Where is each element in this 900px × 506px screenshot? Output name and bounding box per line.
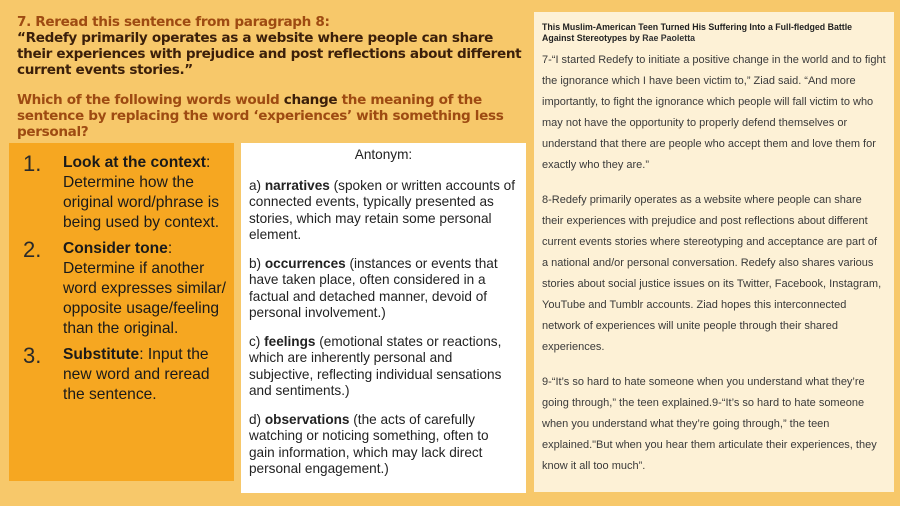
step-number: 3. (23, 343, 42, 368)
step-title: Substitute (63, 346, 140, 363)
step-body: Determine if another word expresses similar/ opposite usage/feeling than the original. (63, 260, 226, 337)
option-desc: (spoken or written accounts of connected events, typically presented as stories, which may retain some personal element. (249, 177, 515, 242)
step-number: 1. (23, 151, 42, 176)
answer-option-d[interactable] (249, 412, 518, 478)
option-letter: d) (249, 411, 265, 427)
step-body: Determine how the original word/phrase is being used by context. (63, 174, 220, 231)
strategy-step (23, 345, 230, 405)
option-word: narratives (264, 177, 330, 193)
prompt-part-2: the meaning of the sentence by replacing the word ‘experiences’ with something less personal? (17, 92, 504, 140)
answer-option-a[interactable] (249, 178, 518, 244)
article-paragraph-7: 7-“I started Redefy to initiate a positive change in the world and to fight the ignorance which I have been victim to,” Ziad said. “And more importantly, to fight the ignorance which people will fall victim to who may not have the opportunity to properly defend themselves or understand that there are people who accept them and love them for exactly who they are.” (542, 54, 886, 171)
option-word: feelings (264, 333, 316, 349)
step-text (63, 153, 230, 233)
question-number: 7. Reread this sentence from paragraph 8: (17, 14, 330, 30)
strategy-box (9, 143, 234, 481)
article-title (542, 22, 886, 44)
question-prompt (17, 92, 522, 140)
prompt-part-1: Which of the following words would (17, 92, 284, 108)
question-sentence: “Redefy primarily operates as a website where people can share their experiences with prejudice and post reflections about different current events stories.” (17, 30, 522, 78)
option-word: occurrences (264, 255, 346, 271)
step-number: 2. (23, 237, 42, 262)
step-sep: : (167, 240, 173, 257)
antonym-box (241, 143, 526, 493)
step-title: Look at the context (63, 154, 206, 171)
article-title-text: This Muslim-American Teen Turned His Suffering Into a Full-fledged Battle Against Stereotypes by (542, 22, 853, 43)
article-paragraph-8: 8-Redefy primarily operates as a website where people can share their experiences with prejudice and post reflections about different current events stories where stereotyping and acceptance are part of a national and/or personal conversation. Redefy also shares various stories about social justice issues on its Twitter, Facebook, Instagram, YouTube and Tumblr accounts. Ziad hopes this interconnected network of experiences will unite people through their shared experiences. (542, 194, 882, 353)
option-letter: b) (249, 255, 265, 271)
answer-option-c[interactable] (249, 334, 518, 400)
question-block (17, 14, 522, 140)
step-text (63, 239, 230, 339)
antonym-title: Antonym: (354, 147, 413, 162)
step-sep: : (205, 154, 211, 171)
strategy-step (23, 239, 230, 339)
option-desc: (instances or events that have taken place, often considered in a factual and detached manner, devoid of personal involvement.) (249, 255, 498, 320)
prompt-highlight: change (283, 92, 338, 108)
option-word: observations (264, 411, 350, 427)
step-text (63, 345, 230, 405)
answer-option-b[interactable] (249, 256, 518, 322)
option-desc: (the acts of carefully watching or noticing something, often to gain information, which may lack direct personal engagement.) (249, 411, 489, 476)
step-body: : Input the new word and reread the sentence. (63, 346, 210, 403)
article-panel (534, 12, 894, 492)
article-paragraph-9: 9-“It’s so hard to hate someone when you understand what they’re going through,” the teen explained.9-“It’s so hard to hate someone when you understand what they’re going through,” the teen explained."But when you hear them articulate their experiences, they know it all too much”. (542, 376, 877, 472)
strategy-step (23, 153, 230, 233)
article-author: Rae Paoletta (642, 33, 696, 43)
option-desc: (emotional states or reactions, which are inherently personal and subjective, reflecting individual sensations and sentiments.) (249, 333, 502, 398)
option-letter: a) (249, 177, 265, 193)
option-letter: c) (249, 333, 265, 349)
step-title: Consider tone (63, 240, 168, 257)
